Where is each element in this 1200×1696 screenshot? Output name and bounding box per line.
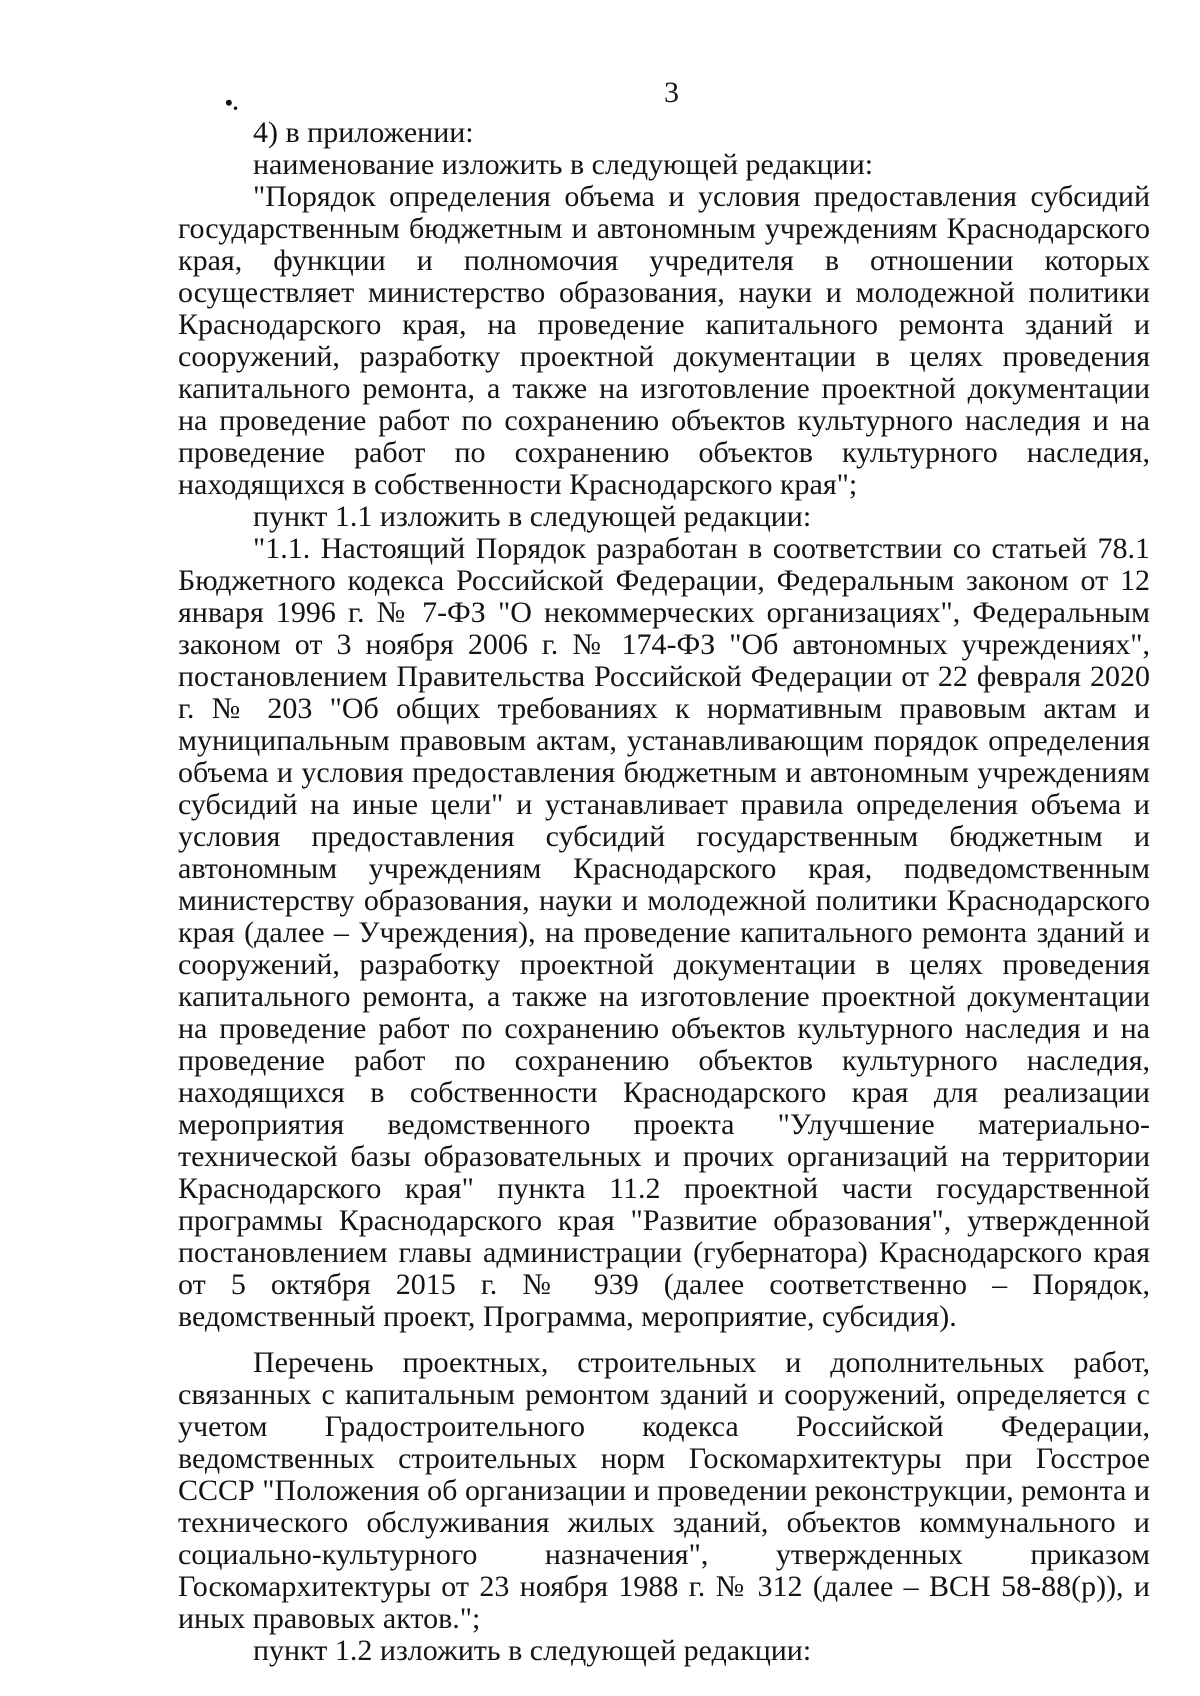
- paragraph-title-instruction: наименование изложить в следующей редакции:: [253, 148, 874, 181]
- paragraph-item-4: 4) в приложении:: [253, 116, 474, 149]
- page-number: 3: [664, 76, 679, 109]
- paragraph-clause-1-1-instruction: пункт 1.1 изложить в следующей редакции:: [253, 500, 812, 533]
- paragraph-new-title: "Порядок определения объема и условия предоставления субсидий государственным бюджетным и автономным учреждениям Краснодарского края, функции и полномочия учредителя в отношении которых осуществляет министерство образования, науки и молодежной политики Краснодарского края, на проведение капитального ремонта зданий и сооружений, разработку проектной документации в целях проведения капитального ремонта, а также на изготовление проектной документации на проведение работ по сохранению объектов культурного наследия и на проведение работ по сохранению объектов культурного наследия, находящихся в собственности Краснодарского края";: [178, 180, 1150, 501]
- scan-mark: •.: [225, 90, 239, 115]
- document-body: [178, 117, 1150, 1667]
- paragraph-clause-1-2-instruction: пункт 1.2 изложить в следующей редакции:: [253, 1634, 812, 1667]
- paragraph-works-list: Перечень проектных, строительных и дополнительных работ, связанных с капитальным ремонтом зданий и сооружений, определяется с учетом Градостроительного кодекса Российской Федерации, ведомственных строительных норм Госкомархитектуры при Госстрое СССР "Положения об организации и проведении реконструкции, ремонта и технического обслуживания жилых зданий, объектов коммунального и социально-культурного назначения", утвержденных приказом Госкомархитектуры от 23 ноября 1988 г. № 312 (далее – ВСН 58-88(р)), и иных правовых актов.";: [178, 1346, 1150, 1635]
- paragraph-clause-1-1: "1.1. Настоящий Порядок разработан в соответствии со статьей 78.1 Бюджетного кодекса Российской Федерации, Федеральным законом от 12 января 1996 г. № 7-ФЗ "О некоммерческих организациях", Федеральным законом от 3 ноября 2006 г. № 174-ФЗ "Об автономных учреждениях", постановлением Правительства Российской Федерации от 22 февраля 2020 г. № 203 "Об общих требованиях к нормативным правовым актам и муниципальным правовым актам, устанавливающим порядок определения объема и условия предоставления бюджетным и автономным учреждениям субсидий на иные цели" и устанавливает правила определения объема и условия предоставления субсидий государственным бюджетным и автономным учреждениям Краснодарского края, подведомственным министерству образования, науки и молодежной политики Краснодарского края (далее – Учреждения), на проведение капитального ремонта зданий и сооружений, разработку проектной документации в целях проведения капитального ремонта, а также на изготовление проектной документации на проведение работ по сохранению объектов культурного наследия и на проведение работ по сохранению объектов культурного наследия, находящихся в собственности Краснодарского края для реализации мероприятия ведомственного проекта "Улучшение материально-технической базы образовательных и прочих организаций на территории Краснодарского края" пункта 11.2 проектной части государственной программы Краснодарского края "Развитие образования", утвержденной постановлением главы администрации (губернатора) Краснодарского края от 5 октября 2015 г. № 939 (далее соответственно – Порядок, ведомственный проект, Программа, мероприятие, субсидия).: [178, 532, 1150, 1333]
